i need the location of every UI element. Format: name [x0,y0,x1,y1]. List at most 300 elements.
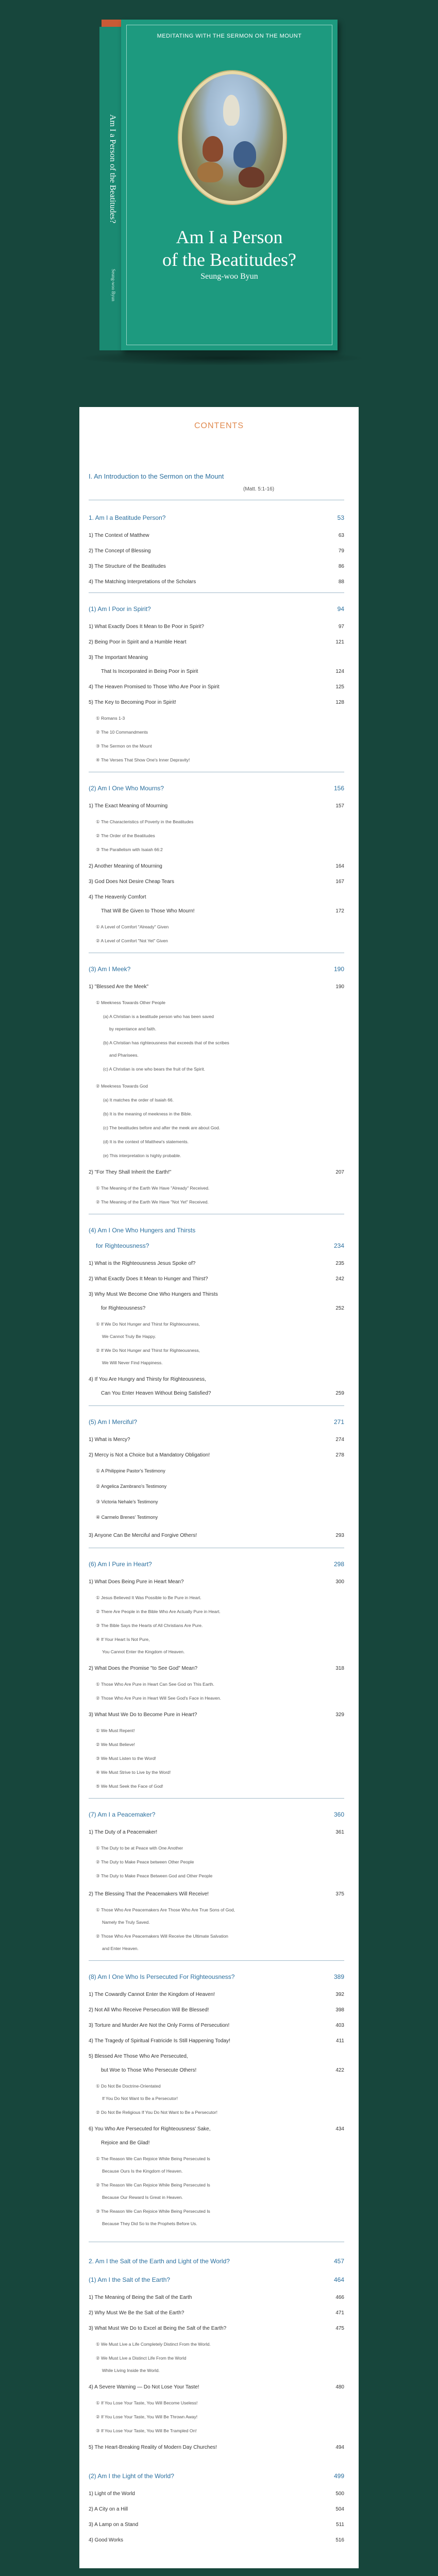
section-separator [89,592,344,593]
toc-entry-page: 164 [335,863,344,869]
toc-entry [89,894,344,901]
toc-entry-title: I. An Introduction to the Sermon on the Mount [89,472,224,480]
toc-entry [89,1532,344,1539]
toc-entry [89,818,344,825]
toc-entry [89,2354,344,2362]
toc-entry [89,1933,344,1940]
toc-entry-title: ② We Must Believe! [96,1742,135,1747]
toc-entry [89,2325,344,2332]
toc-entry-title: (a) A Christian is a beatitude person who has been saved [103,1014,214,1019]
toc-entry-title: ① We Must Repent! [96,1728,135,1733]
cover-title-line1: Am I a Person [176,227,283,247]
toc-entry-title: 1) The Context of Matthew [89,533,149,538]
toc-entry-title: ③ Victoria Nehale's Testimony [96,1499,158,1504]
toc-entry-title: 3) Anyone Can Be Merciful and Forgive Others! [89,1533,197,1538]
toc-entry [89,1452,344,1459]
toc-entry-title: 1) Light of the World [89,2491,135,2497]
toc-entry-page: 259 [335,1391,344,1396]
toc-entry-title: ② A Level of Comfort "Not Yet" Given [96,938,168,943]
toc-entry-page: 300 [335,1579,344,1585]
toc-entry [89,2208,344,2215]
toc-entry [89,965,344,973]
toc-entry-title: ② Angelica Zambrano's Testimony [96,1484,167,1489]
toc-entry-title: and Pharisees. [109,1053,139,1058]
toc-entry-title: ① The Duty to be at Peace with One Another [96,1845,183,1851]
toc-entry [89,2427,344,2434]
toc-entry-page: 190 [335,984,344,990]
toc-entry-title: ② If You Lose Your Taste, You Will Be Thrown Away! [96,2414,198,2419]
toc-entry-title: 2) The Concept of Blessing [89,548,151,554]
toc-entry-title: 4) The Matching Interpretations of the Scholars [89,579,196,585]
toc-entry [89,2444,344,2451]
spine-title: Am I a Person of the Beatitudes? [108,114,117,224]
toc-entry-page: 411 [336,2038,344,2044]
toc-entry-page: 403 [335,2023,344,2028]
toc-entry [89,756,344,764]
toc-entry [89,563,344,570]
toc-entry-title: 1. Am I a Beatitude Person? [89,514,166,521]
toc-entry [89,1560,344,1568]
toc-entry-title: and Enter Heaven. [102,1946,139,1951]
toc-entry-title: 2) Mercy is Not a Choice but a Mandatory Obligation! [89,1452,210,1458]
toc-entry [89,1390,344,1397]
toc-entry-page: 392 [335,1992,344,1997]
toc-entry-title: but Woe to Those Who Persecute Others! [101,2067,197,2073]
toc-entry [89,1110,344,1117]
toc-entry [89,1636,344,1643]
toc-entry-page: 480 [335,2384,344,2390]
toc-entry-title: 3) What Must We Do to Excel at Being the Salt of the Earth? [89,2326,227,2331]
section-separator [89,1405,344,1406]
toc-entry [89,2067,344,2074]
toc-entry-page: 271 [333,1418,344,1426]
toc-entry-title: 4) A Severe Warning — Do Not Lose Your Taste! [89,2384,199,2390]
toc-entry [89,1514,344,1521]
toc-entry-page: 398 [335,2007,344,2013]
toc-entry-title: ② The Order of the Beatitudes [96,833,155,838]
toc-entry-page: 494 [335,2445,344,2450]
toc-entry-page: 298 [333,1561,344,1568]
toc-entry [89,2053,344,2060]
toc-entry-title: 3) Torture and Murder Are Not the Only Forms of Persecution! [89,2023,230,2028]
cover-tagline: MEDITATING WITH THE SERMON ON THE MOUNT [157,33,302,39]
toc-entry-title: 1) The Duty of a Peacemaker! [89,1829,158,1835]
toc-entry-title: 5) The Heart-Breaking Reality of Modern Day Churches! [89,2445,217,2450]
toc-entry [89,2022,344,2029]
toc-entry-title: ① We Must Live a Life Completely Distinct From the World. [96,2342,211,2347]
toc-entry-title: (b) It is the meaning of meekness in the Bible. [103,1111,192,1116]
toc-entry-page: 252 [335,1306,344,1311]
toc-entry [89,1858,344,1866]
toc-entry-title: You Cannot Enter the Kingdom of Heaven. [102,1649,185,1654]
toc-entry [89,728,344,736]
toc-entry [89,1483,344,1490]
toc-entry [89,1681,344,1688]
toc-entry-title: (6) Am I Pure in Heart? [89,1561,152,1568]
toc-entry-title: 3) The Important Meaning [89,655,148,660]
toc-entry-title: 3) A Lamp on a Stand [89,2522,139,2528]
toc-entry-title: ② The Duty to Make Peace between Other People [96,1859,194,1865]
toc-entry-page: 434 [335,2126,344,2132]
toc-entry [89,1467,344,1475]
toc-entry-title: ① A Level of Comfort "Already" Given [96,924,169,929]
toc-entry-title: ④ Carmelo Brenes' Testimony [96,1515,158,1520]
toc-entry-page: 124 [335,669,344,674]
toc-entry-page: 167 [335,879,344,885]
toc-entry [89,742,344,750]
toc-entry-title: 4) Good Works [89,2537,124,2543]
toc-entry [89,1810,344,1819]
toc-entry [89,1096,344,1104]
toc-entry-title: 2) What Does the Promise "to See God" Mean? [89,1666,198,1671]
toc-entry-page: 242 [335,1276,344,1282]
toc-entry [89,532,344,539]
toc-entry-title: 1) What Does Being Pure in Heart Mean? [89,1579,184,1585]
toc-entry-title: (4) Am I One Who Hungers and Thirsts [89,1227,196,1234]
toc-entry [89,1320,344,1328]
toc-entry [89,684,344,691]
toc-entry-title: ④ The Verses That Show One's Inner Depravity! [96,757,190,762]
toc-entry [89,2472,344,2480]
toc-entry-page: 86 [338,564,344,569]
toc-entry-page: 53 [337,514,344,521]
toc-entry-page: 389 [333,1973,344,1980]
toc-entry [89,1945,344,1952]
toc-entry [89,1291,344,1298]
contents-title: CONTENTS [194,421,244,430]
toc-entry-page: 274 [335,1437,344,1443]
toc-entry-title: ③ If You Lose Your Taste, You Will Be Trampled On! [96,2428,197,2433]
toc-entry [89,2038,344,2045]
toc-entry-title: 3) The Structure of the Beatitudes [89,564,166,569]
toc-entry-title: 2) Why Must We Be the Salt of the Earth? [89,2310,184,2316]
toc-entry-page: 329 [335,1712,344,1718]
toc-entry-title: ③ The Duty to Make Peace Between God and Other People [96,1873,213,1878]
toc-entry [89,1359,344,1366]
toc-entry-title: for Righteousness? [96,1242,149,1249]
toc-entry [89,1065,344,1073]
cover-author: Seung-woo Byun [200,272,258,281]
toc-entry [89,579,344,586]
toc-entry-title: ③ The Parallelism with Isaiah 66:2 [96,847,163,852]
toc-entry [89,2007,344,2014]
toc-entry-title: 1) "Blessed Are the Meek" [89,984,149,990]
toc-entry-title: ① Meekness Towards Other People [96,1000,166,1005]
toc-entry [89,514,344,522]
toc-entry-page: 172 [335,908,344,914]
toc-entry [89,784,344,792]
toc-entry-title: ② Those Who Are Peacemakers Will Receive the Ultimate Salvation [96,1934,228,1939]
toc-entry [89,1741,344,1748]
toc-entry [89,1082,344,1090]
toc-entry [89,2082,344,2090]
toc-entry-page: 207 [335,1170,344,1175]
toc-entry-title: 1) What is Mercy? [89,1437,130,1443]
toc-entry-title: Can You Enter Heaven Without Being Satisfied? [101,1391,211,1396]
toc-entry [89,2341,344,2348]
toc-entry [89,1198,344,1206]
toc-entry [89,2095,344,2102]
toc-entry-title: ① Romans 1-3 [96,716,125,721]
toc-entry [89,1242,344,1250]
toc-entry [89,668,344,675]
toc-entry [89,1872,344,1879]
toc-entry-title: (2) Am I the Light of the World? [89,2472,174,2480]
toc-entry [89,1973,344,1981]
toc-entry-title: ② There Are People in the Bible Who Are Actually Pure in Heart. [96,1609,221,1614]
toc-entry-title: ① Jesus Believed It Was Possible to Be Pure in Heart. [96,1595,201,1600]
toc-entry-page: 375 [335,1891,344,1897]
toc-entry-title: 1) The Exact Meaning of Mourning [89,803,168,809]
toc-entry-title: (a) It matches the order of Isaiah 66. [103,1097,174,1103]
book-shadow [77,350,366,366]
toc-entry-page: 457 [333,2258,344,2265]
toc-entry [89,1891,344,1898]
toc-entry [89,715,344,722]
toc-entry-page: 121 [335,639,344,645]
toc-entry-page: 234 [333,1242,344,1249]
toc-entry-page: 499 [333,2472,344,2480]
toc-entry-title: (1) Am I the Salt of the Earth? [89,2276,171,2283]
toc-entry [89,1169,344,1176]
toc-entry [89,1184,344,1192]
toc-entry-title: ② Meekness Towards God [96,1083,148,1089]
toc-entry-title: 2) Another Meaning of Mourning [89,863,162,869]
toc-entry [89,1498,344,1505]
toc-entry [89,1594,344,1601]
toc-entry [89,1711,344,1719]
toc-entry-title: (8) Am I One Who Is Persecuted For Righteousness? [89,1973,235,1980]
toc-entry [89,2399,344,2406]
toc-entry-title: That Is Incorporated in Being Poor in Spirit [101,669,198,674]
toc-entry [89,1226,344,1234]
toc-entry-title: 2) The Blessing That the Peacemakers Will Receive! [89,1891,209,1897]
toc-entry-page: 422 [335,2067,344,2073]
toc-entry-title: ① A Philippine Pastor's Testimony [96,1468,165,1473]
toc-entry-title: ① The Meaning of the Earth We Have "Already" Received. [96,1185,210,1191]
toc-entry [89,1665,344,1672]
toc-entry [89,1919,344,1926]
toc-entry-page: 63 [338,533,344,538]
toc-entry [89,2413,344,2420]
toc-entry [89,908,344,915]
toc-entry [89,846,344,853]
toc-entry-page: 79 [338,548,344,554]
toc-entry [89,1727,344,1734]
toc-entry [89,2167,344,2175]
toc-entry [89,1347,344,1354]
toc-entry [89,937,344,944]
book-mockup [99,20,339,350]
toc-entry-page: 361 [335,1829,344,1835]
toc-entry-title: 5) The Key to Becoming Poor in Spirit! [89,700,176,705]
toc-entry [89,2257,344,2265]
toc-entry [89,2294,344,2301]
toc-entry [89,1418,344,1426]
toc-entry-title: ④ We Must Strive to Live by the Word! [96,1770,171,1775]
toc-entry-title: ② If We Do Not Hunger and Thirst for Righteousness, [96,1348,200,1353]
toc-entry-title: ② Those Who Are Pure in Heart Will See God's Face in Heaven. [96,1696,221,1701]
toc-entry-title: Because They Did So to the Prophets Before Us. [102,2221,197,2226]
toc-entry [89,1783,344,1790]
toc-entry-title: (c) A Christian is one who bears the fruit of the Spirit. [103,1066,205,1072]
toc-entry-title: (c) The beatitudes before and after the meek are about God. [103,1125,221,1130]
cover-painting [179,71,286,204]
toc-entry-title: 3) God Does Not Desire Cheap Tears [89,879,175,885]
toc-entry-page: 235 [335,1261,344,1266]
toc-entry [89,999,344,1006]
toc-entry-title: Rejoice and Be Glad! [101,2140,150,2146]
toc-entry [89,605,344,613]
toc-entry-title: ② The Meaning of the Earth We Have "Not Yet" Received. [96,1199,209,1205]
toc-entry [89,1138,344,1145]
toc-entry [89,1844,344,1852]
toc-entry-title: Namely the Truly Saved. [102,1920,150,1925]
toc-entry-title: ② The Reason We Can Rejoice While Being Persecuted Is [96,2182,210,2188]
toc-entry [89,472,344,481]
toc-entry-title: (Matt. 5:1-16) [243,486,275,492]
toc-entry-page: 190 [333,965,344,973]
toc-entry-page: 471 [335,2310,344,2316]
toc-entry [89,2194,344,2201]
book-spine [99,27,122,350]
toc-entry-page: 278 [335,1452,344,1458]
toc-entry-title: 2) A City on a Hill [89,2506,128,2512]
toc-entry [89,1039,344,1046]
toc-entry [89,2384,344,2391]
toc-entry [89,2140,344,2147]
toc-entry-title: (e) This interpretation is highly probable. [103,1153,181,1158]
toc-entry [89,1579,344,1586]
toc-entry [89,623,344,631]
toc-entry-title: We Cannot Truly Be Happy. [102,1334,156,1339]
toc-entry-title: If You Do Not Want to Be a Persecutor! [102,2096,178,2101]
cover-title [121,226,338,271]
toc-entry [89,832,344,839]
toc-entry [89,1152,344,1159]
toc-entry-title: ③ The Bible Says the Hearts of All Christians Are Pure. [96,1623,203,1628]
toc-entry [89,863,344,870]
toc-entry-title: ① The Reason We Can Rejoice While Being Persecuted Is [96,2156,210,2161]
toc-entry [89,2276,344,2284]
toc-entry-title: (7) Am I a Peacemaker? [89,1811,156,1818]
toc-entry-title: 5) Blessed Are Those Who Are Persecuted, [89,2054,188,2059]
toc-entry-title: 2) Not All Who Receive Persecution Will Be Blessed! [89,2007,209,2013]
toc-entry [89,1333,344,1340]
toc-entry-title: (d) It is the context of Matthew's statements. [103,1139,189,1144]
toc-entry-title: We Will Never Find Happiness. [102,1360,163,1365]
toc-entry [89,548,344,555]
toc-entry-page: 157 [335,803,344,809]
toc-entry-title: ⑤ We Must Seek the Face of God! [96,1784,163,1789]
toc-entry [89,1013,344,1020]
toc-entry-title: 4) The Heavenly Comfort [89,894,146,900]
toc-entry-page: 516 [335,2537,344,2543]
toc-entry [89,2367,344,2374]
toc-entry [89,923,344,930]
toc-entry [89,654,344,662]
toc-entry-title: 2) Being Poor in Spirit and a Humble Heart [89,639,187,645]
toc-entry-title: 1) The Meaning of Being the Salt of the Earth [89,2295,192,2300]
toc-entry [89,639,344,646]
toc-entry [89,878,344,886]
contents-panel [79,407,359,2568]
spine-author: Seung-woo Byun [111,269,116,301]
toc-entry-title: 1) What Exactly Does It Mean to Be Poor in Spirit? [89,624,204,630]
toc-entry-title: (2) Am I One Who Mourns? [89,785,164,792]
toc-entry [89,1608,344,1615]
toc-entry-page: 475 [335,2326,344,2331]
toc-entry-page: 360 [333,1811,344,1818]
toc-entry-title: 4) The Tragedy of Spiritual Fratricide Is Still Happening Today! [89,2038,230,2044]
toc-entry-title: ① If We Do Not Hunger and Thirst for Righteousness, [96,1321,200,1327]
toc-entry-page: 293 [335,1533,344,1538]
toc-entry [89,1829,344,1836]
toc-entry [89,2521,344,2529]
toc-entry [89,2506,344,2513]
toc-entry-title: ① If You Lose Your Taste, You Will Become Useless! [96,2400,198,2405]
toc-entry-title: 1) What is the Righteousness Jesus Spoke of? [89,1261,196,1266]
toc-entry-title: ④ If Your Heart Is Not Pure, [96,1637,150,1642]
toc-entry [89,1376,344,1383]
toc-entry [89,984,344,991]
toc-entry-title: (1) Am I Poor in Spirit? [89,605,151,613]
toc-entry-title: by repentance and faith. [109,1026,157,1031]
toc-entry-title: Because Our Reward Is Great in Heaven. [102,2195,183,2200]
toc-entry-title: ① Do Not Be Doctrine-Orientated [96,2083,161,2089]
toc-entry-page: 466 [335,2295,344,2300]
toc-entry-title: ② The 10 Commandments [96,730,148,735]
toc-entry-title: 6) You Who Are Persecuted for Righteousness' Sake, [89,2126,211,2132]
toc-entry-page: 125 [335,684,344,690]
toc-entry-title: Because Ours Is the Kingdom of Heaven. [102,2168,183,2174]
toc-entry [89,1648,344,1655]
toc-entry [89,2155,344,2162]
toc-entry [89,1052,344,1059]
toc-entry-page: 500 [335,2491,344,2497]
toc-entry-title: (b) A Christian has righteousness that exceeds that of the scribes [103,1040,229,1045]
toc-entry-title: 2. Am I the Salt of the Earth and Light of the World? [89,2258,230,2265]
toc-entry [89,1436,344,1444]
toc-entry-title: ① The Characteristics of Poverty in the Beatitudes [96,819,194,824]
section-separator [89,1960,344,1961]
toc-entry [89,1755,344,1762]
toc-entry-page: 156 [333,785,344,792]
toc-entry [89,1991,344,1998]
book-cover [121,20,338,350]
toc-entry-title: 2) "For They Shall Inherit the Earth!" [89,1170,172,1175]
toc-entry-title: ② Do Not Be Religious If You Do Not Want to Be a Persecutor! [96,2110,217,2115]
toc-entry-title: 4) The Heaven Promised to Those Who Are Poor in Spirit [89,684,220,690]
toc-entry [89,1124,344,1131]
section-separator [89,1798,344,1799]
toc-entry-title: for Righteousness? [101,1306,146,1311]
toc-entry-title: ③ We Must Listen to the Word! [96,1756,156,1761]
toc-entry-page: 504 [335,2506,344,2512]
toc-entry [89,1694,344,1702]
toc-entry-title: ① Those Who Are Peacemakers Are Those Who Are True Sons of God, [96,1907,235,1912]
toc-entry [89,1906,344,1913]
toc-entry-title: That Will Be Given to Those Who Mourn! [101,908,195,914]
toc-entry [89,2537,344,2544]
toc-entry [89,1622,344,1629]
toc-entry [89,2181,344,2189]
toc-entry-title: ② We Must Live a Distinct Life From the World [96,2355,187,2361]
toc-entry-title: 3) What Must We Do to Become Pure in Heart? [89,1712,197,1718]
toc-entry-title: ③ The Sermon on the Mount [96,743,152,749]
toc-entry-page: 97 [338,624,344,630]
toc-entry [89,2310,344,2317]
